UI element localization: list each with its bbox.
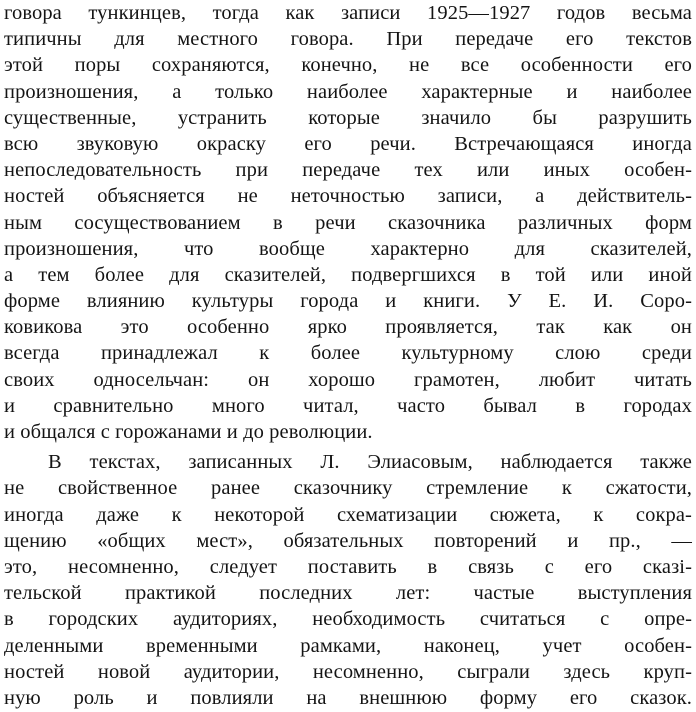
text-line: форме влиянию культуры города и книги. У Е. И. Соро- bbox=[4, 290, 692, 313]
paragraph bbox=[4, 449, 692, 711]
text-line: это, несомненно, следует поставить в связь с его сказі- bbox=[4, 555, 692, 578]
text-line: существенные, устранить которые значило бы разрушить bbox=[4, 106, 692, 129]
text-line: всегда принадлежал к более культурному слою среди bbox=[4, 342, 692, 365]
text-line-last: и общался с горожанами и до революции. bbox=[4, 421, 373, 443]
text-line: этой поры сохраняются, конечно, не все особенности его bbox=[4, 54, 692, 77]
text-line: деленными временными рамками, наконец, учет особен- bbox=[4, 634, 692, 657]
text-line: произношения, а только наиболее характерные и наиболее bbox=[4, 80, 692, 103]
text-line: тельской практикой последних лет: частые выступления bbox=[4, 582, 692, 605]
text-line: и сравнительно много читал, часто бывал в городах bbox=[4, 394, 692, 417]
text-line: ностей объясняется не неточностью записи, а действитель- bbox=[4, 185, 692, 208]
text-line: непоследовательность при передаче тех или иных особен- bbox=[4, 159, 692, 182]
text-line: щению «общих мест», обязательных повторений и пр., — bbox=[4, 529, 692, 552]
text-line: произношения, что вообще характерно для сказителей, bbox=[4, 237, 692, 260]
text-line: всю звуковую окраску его речи. Встречающаяся иногда bbox=[4, 132, 692, 155]
text-line: иногда даже к некоторой схематизации сюжета, к сокра- bbox=[4, 503, 692, 526]
text-line: ковикова это особенно ярко проявляется, так как он bbox=[4, 316, 692, 339]
text-line: своих односельчан: он хорошо грамотен, любит читать bbox=[4, 368, 692, 391]
text-line: ную роль и повлияли на внешнюю форму его сказок. bbox=[4, 686, 692, 709]
text-line: типичны для местного говора. При передаче его текстов bbox=[4, 28, 692, 51]
document-page bbox=[4, 0, 692, 712]
text-line: ным сосуществованием в речи сказочника различных форм bbox=[4, 211, 692, 234]
text-line: а тем более для сказителей, подвергшихся в той или иной bbox=[4, 263, 692, 286]
text-line: не свойственное ранее сказочнику стремление к сжатости, bbox=[4, 477, 692, 500]
paragraph bbox=[4, 0, 692, 445]
text-line: ностей новой аудитории, несомненно, сыграли здесь круп- bbox=[4, 660, 692, 683]
text-line-first: В текстах, записанных Л. Элиасовым, наблюдается также bbox=[48, 451, 692, 474]
text-line: говора тункинцев, тогда как записи 1925—1927 годов весьма bbox=[4, 2, 692, 24]
text-line: в городских аудиториях, необходимость считаться с опре- bbox=[4, 608, 692, 631]
